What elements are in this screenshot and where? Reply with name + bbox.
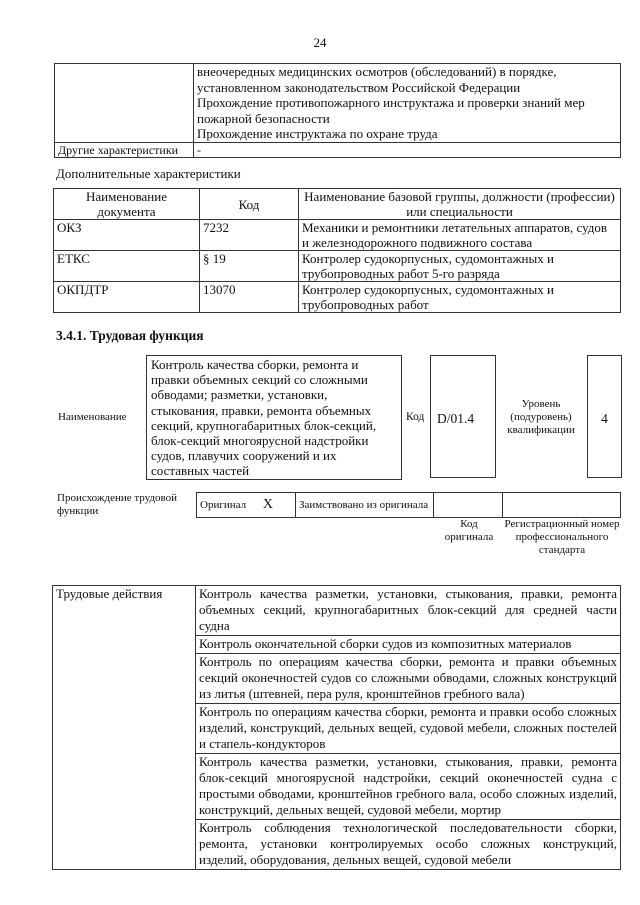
requirements-cell — [194, 64, 621, 143]
requirement-line: Прохождение противопожарного инструктажа и проверки знаний мер пожарной безопасности — [197, 95, 585, 126]
function-origin-table — [196, 492, 621, 518]
function-origin-label: Происхождение трудовой функции — [57, 492, 178, 517]
original-label: Оригинал — [200, 499, 247, 511]
labor-action-item: Контроль по операциям качества сборки, ремонта и правки особо сложных изделий, конструкций, дельных вещей, судовой мебели, сложных постелей и стапель-кондукторов — [196, 704, 621, 754]
additional-characteristics-title: Дополнительные характеристики — [56, 166, 241, 181]
table-header-row — [54, 189, 621, 220]
additional-characteristics-table — [53, 188, 621, 313]
other-characteristics-label: Другие характеристики — [55, 142, 194, 157]
labor-action-item: Контроль соблюдения технологической последовательности сборки, ремонта, установки контролируемых особо сложных конструкций, изделий, оборудования, дельных вещей, судовой мебели — [196, 820, 621, 870]
function-code-value: D/01.4 — [437, 411, 475, 426]
other-characteristics-value: - — [194, 142, 621, 157]
original-code-caption: Код оригинала — [444, 518, 494, 543]
code-cell: 13070 — [200, 282, 299, 313]
original-code-cell — [434, 493, 503, 518]
function-name-label: Наименование — [58, 411, 127, 423]
document-cell: ЕТКС — [54, 251, 200, 282]
table-row — [53, 586, 621, 636]
document-cell: ОКЗ — [54, 220, 200, 251]
labor-actions-label: Трудовые действия — [53, 586, 196, 870]
requirement-line: Прохождение инструктажа по охране труда — [197, 126, 438, 141]
function-code-box — [430, 355, 496, 478]
function-name-box: Контроль качества сборки, ремонта и правки объемных секций со сложными обводами; разметки, установки, стыкования, правки, ремонта объемных секций, крупногабаритных блок-секций, блок-секций многоярусной надстройки судов, плавучих сооружений и их составных частей — [146, 355, 402, 480]
qualification-level-label: Уровень (подуровень) квалификации — [507, 398, 575, 436]
labor-action-item: Контроль качества разметки, установки, стыкования, правки, ремонта объемных секций, крупногабаритных блок-секций для средней части судна — [196, 586, 621, 636]
code-cell: 7232 — [200, 220, 299, 251]
labor-actions-table — [52, 585, 621, 870]
table-row — [197, 493, 621, 518]
table-row — [55, 64, 621, 143]
requirement-line: внеочередных медицинских осмотров (обследований) в порядке, установленном законодательством Российской Федерации — [197, 64, 557, 95]
original-checkmark: X — [262, 497, 273, 512]
labor-action-item: Контроль окончательной сборки судов из композитных материалов — [196, 636, 621, 654]
qualification-level-box — [587, 355, 622, 478]
labor-action-item: Контроль по операциям качества сборки, ремонта и правки объемных секций оконечностей судов со сложными обводами, сложных конструкций из литья (штевней, пера руля, кронштейнов гребного вала) — [196, 654, 621, 704]
column-header-document: Наименование документа — [54, 189, 200, 220]
table-row — [54, 251, 621, 282]
code-cell: § 19 — [200, 251, 299, 282]
labor-action-item: Контроль качества разметки, установки, стыкования, правки, ремонта блок-секций многоярусной надстройки, секций оконечностей судна с простыми обводами, кронштейнов гребного вала, особо сложных изделий, конструкций, дельных вещей, судовой мебели, мортир — [196, 754, 621, 820]
column-header-code: Код — [200, 189, 299, 220]
table-row — [54, 282, 621, 313]
qualification-level-value: 4 — [601, 411, 608, 426]
empty-label-cell — [55, 64, 194, 143]
section-title: 3.4.1. Трудовая функция — [56, 328, 204, 343]
registration-number-caption: Регистрационный номер профессионального стандарта — [504, 518, 620, 556]
name-cell: Контролер судокорпусных, судомонтажных и трубопроводных работ — [299, 282, 621, 313]
name-cell: Механики и ремонтники летательных аппаратов, судов и железнодорожного подвижного состава — [299, 220, 621, 251]
name-cell: Контролер судокорпусных, судомонтажных и трубопроводных работ 5-го разряда — [299, 251, 621, 282]
column-header-name: Наименование базовой группы, должности (профессии) или специальности — [299, 189, 621, 220]
requirements-table-continued — [54, 63, 621, 158]
function-code-label: Код — [406, 411, 425, 423]
page-number: 24 — [313, 35, 327, 50]
borrowed-label: Заимствовано из оригинала — [296, 493, 434, 518]
registration-number-cell — [503, 493, 621, 518]
table-row — [54, 220, 621, 251]
document-cell: ОКПДТР — [54, 282, 200, 313]
table-row — [55, 142, 621, 157]
original-cell — [197, 493, 296, 518]
